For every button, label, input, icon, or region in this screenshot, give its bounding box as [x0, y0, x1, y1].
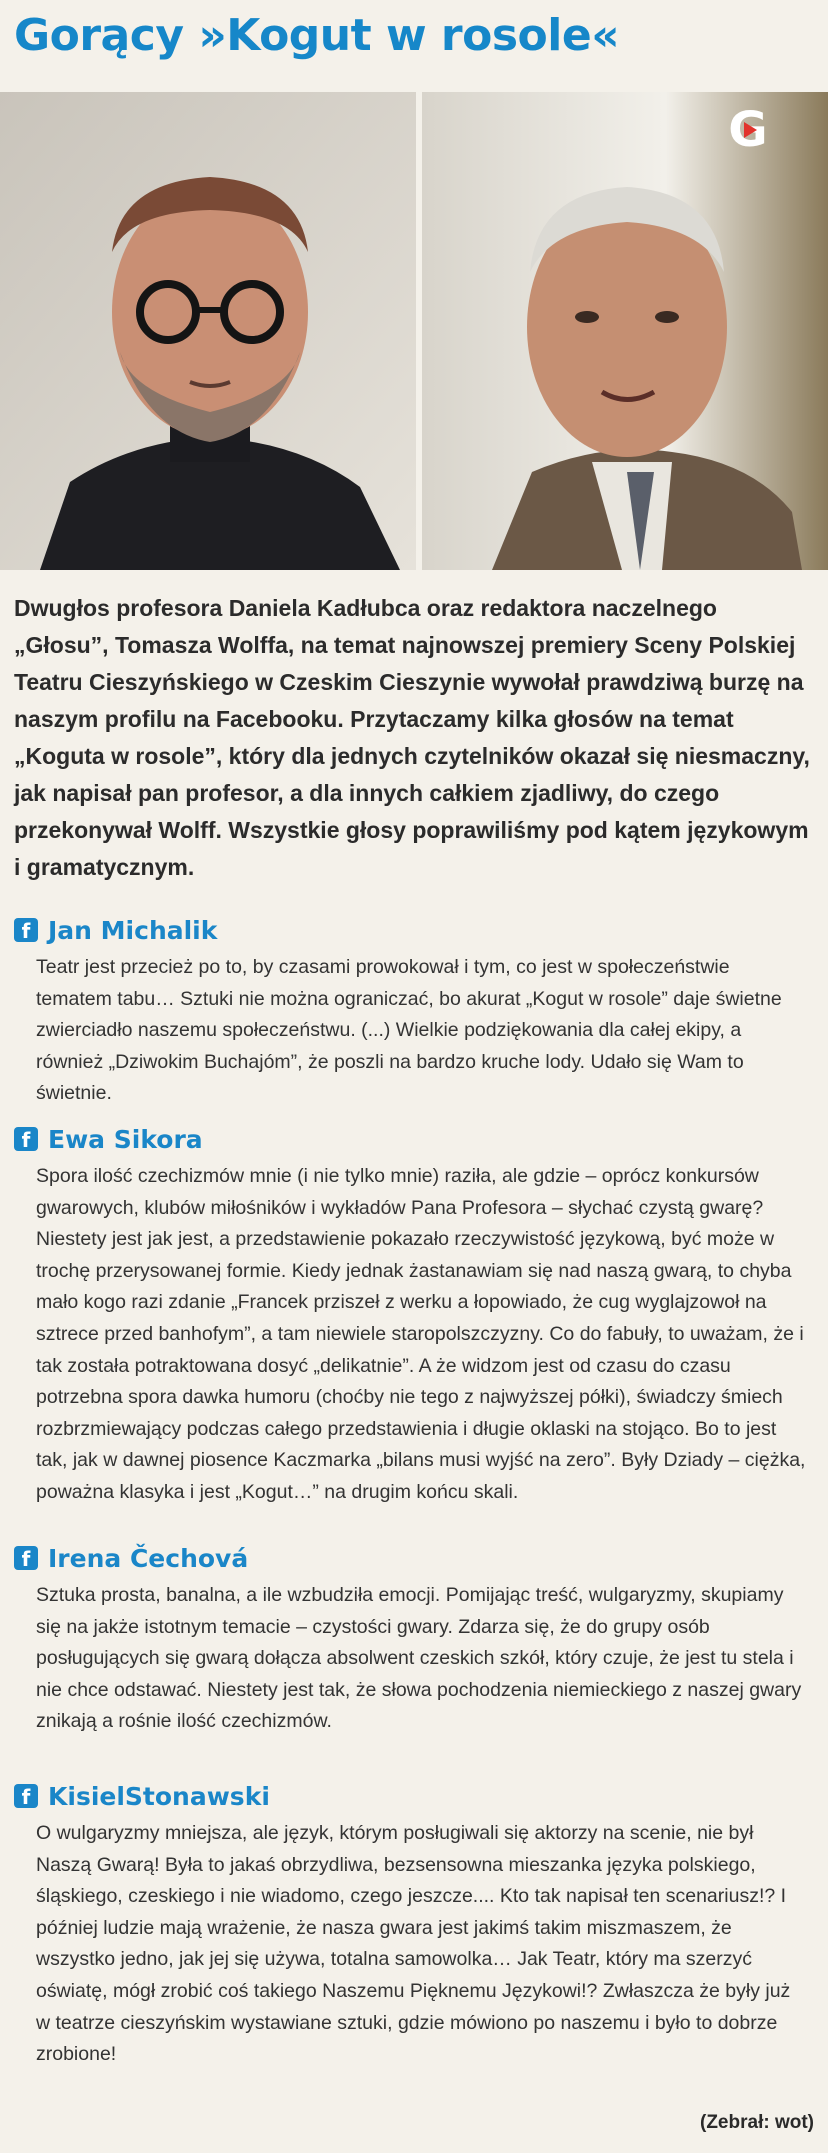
- comment-irena-cechova: [14, 1542, 814, 1738]
- comment-author: [14, 1542, 814, 1574]
- photo-pair: [0, 92, 828, 570]
- comment-author: [14, 1780, 814, 1812]
- g-logo-icon: [724, 102, 772, 158]
- comment-text: Spora ilość czechizmów mnie (i nie tylko mnie) raziła, ale gdzie – oprócz konkursów gwarowych, klubów miłośników i wykładów Pana Profesora – słychać czystą gwarę? Niestety jest jak jest, a przedstawienie pokazało rzeczywistość językową, być może w trochę przerysowanej formie. Kiedy jednak żastanawiam się nad naszą gwarą, to chyba mało kogo razi zdanie „Francek prziszeł z werku a łopowiado, że cug wyglajzowoł na sztrece przed banhofym”, a tam niewiele staropolszczyzny. Co do fabuły, to uważam, że i tak została potraktowana dosyć „delikatnie”. A że widzom jest od czasu do czasu potrzebna spora dawka humoru (choćby nie tego z najwyższej półki), świadczy śmiech rozbrzmiewający podczas całego przedstawienia i długie oklaski na stojąco. Bo to jest tak, jak w dawnej piosence Kaczmarka „bilans musi wyjść na zero”. Były Dziady – ciężka, poważna klasyka i jest „Kogut…” na drugim końcu skali.: [36, 1165, 806, 1503]
- logo-letter: G: [728, 102, 768, 158]
- comment-author-name: Ewa Sikora: [48, 1124, 203, 1154]
- portrait-photo-right: [422, 92, 828, 570]
- comment-author: [14, 1123, 814, 1155]
- portrait-photo-left: [0, 92, 416, 570]
- article-headline: Gorący »Kogut w rosole«: [14, 10, 620, 61]
- comment-author-name: KisielStonawski: [48, 1781, 270, 1811]
- comment-text: Sztuka prosta, banalna, a ile wzbudziła emocji. Pomijając treść, wulgaryzmy, skupiamy się na jakże istotnym temacie – czystości gwary. Zdarza się, że do grupy osób posługujących się gwarą dołącza absolwent czeskich szkół, który czuje, że jest tu stela i nie chce odstawać. Niestety jest tak, że słowa pochodzenia niemieckiego z naszej gwary znikają a rośnie ilość czechizmów.: [36, 1584, 802, 1733]
- facebook-icon: f: [14, 1546, 38, 1570]
- comment-jan-michalik: [14, 914, 814, 1110]
- comment-kisielstonawski: [14, 1780, 814, 2071]
- comment-ewa-sikora: [14, 1123, 814, 1509]
- article-credit: (Zebrał: wot): [700, 2112, 814, 2133]
- facebook-icon: f: [14, 1784, 38, 1808]
- comment-author: [14, 914, 814, 946]
- facebook-icon: f: [14, 918, 38, 942]
- portrait-man-glasses-image: [0, 92, 416, 570]
- comment-text: O wulgaryzmy mniejsza, ale język, którym posługiwali się aktorzy na scenie, nie był Naszą Gwarą! Była to jakaś obrzydliwa, bezsensowna mieszanka języka polskiego, śląskiego, czeskiego i nie wiadomo, czego jeszcze.... Kto tak napisał ten scenariusz!? I później ludzie mają wrażenie, że nasza gwara jest jakimś takim miszmaszem, że wszystko jedno, jak jej się używa, totalna samowolka… Jak Teatr, który ma szerzyć oświatę, mógł zrobić coś takiego Naszemu Pięknemu Językowi!? Zwłaszcza że były już w teatrze cieszyńskim wystawiane sztuki, gdzie mówiono po naszemu i było to dobrze zrobione!: [36, 1822, 791, 2066]
- logo-triangle-icon: [744, 122, 757, 138]
- comment-author-name: Jan Michalik: [48, 915, 218, 945]
- comment-author-name: Irena Čechová: [48, 1543, 249, 1573]
- article-lead: Dwugłos profesora Daniela Kadłubca oraz redaktora naczelnego „Głosu”, Tomasza Wolffa, na temat najnowszej premiery Sceny Polskiej Teatru Cieszyńskiego w Czeskim Cieszynie wywołał prawdziwą burzę na naszym profilu na Facebooku. Przytaczamy kilka głosów na temat „Koguta w rosole”, który dla jednych czytelników okazał się niesmaczny, jak napisał pan profesor, a dla innych całkiem zjadliwy, do czego przekonywał Wolff. Wszystkie głosy poprawiliśmy pod kątem językowym i gramatycznym.: [14, 595, 810, 880]
- portrait-older-man-image: [422, 92, 828, 570]
- facebook-icon: f: [14, 1127, 38, 1151]
- comment-text: Teatr jest przecież po to, by czasami prowokował i tym, co jest w społeczeństwie tematem tabu… Sztuki nie można ograniczać, bo akurat „Kogut w rosole” daje świetne zwierciadło naszemu społeczeństwu. (...) Wielkie podziękowania dla całej ekipy, a również „Dziwokim Buchajóm”, że poszli na bardzo kruche lody. Udało się Wam to świetnie.: [36, 956, 782, 1105]
